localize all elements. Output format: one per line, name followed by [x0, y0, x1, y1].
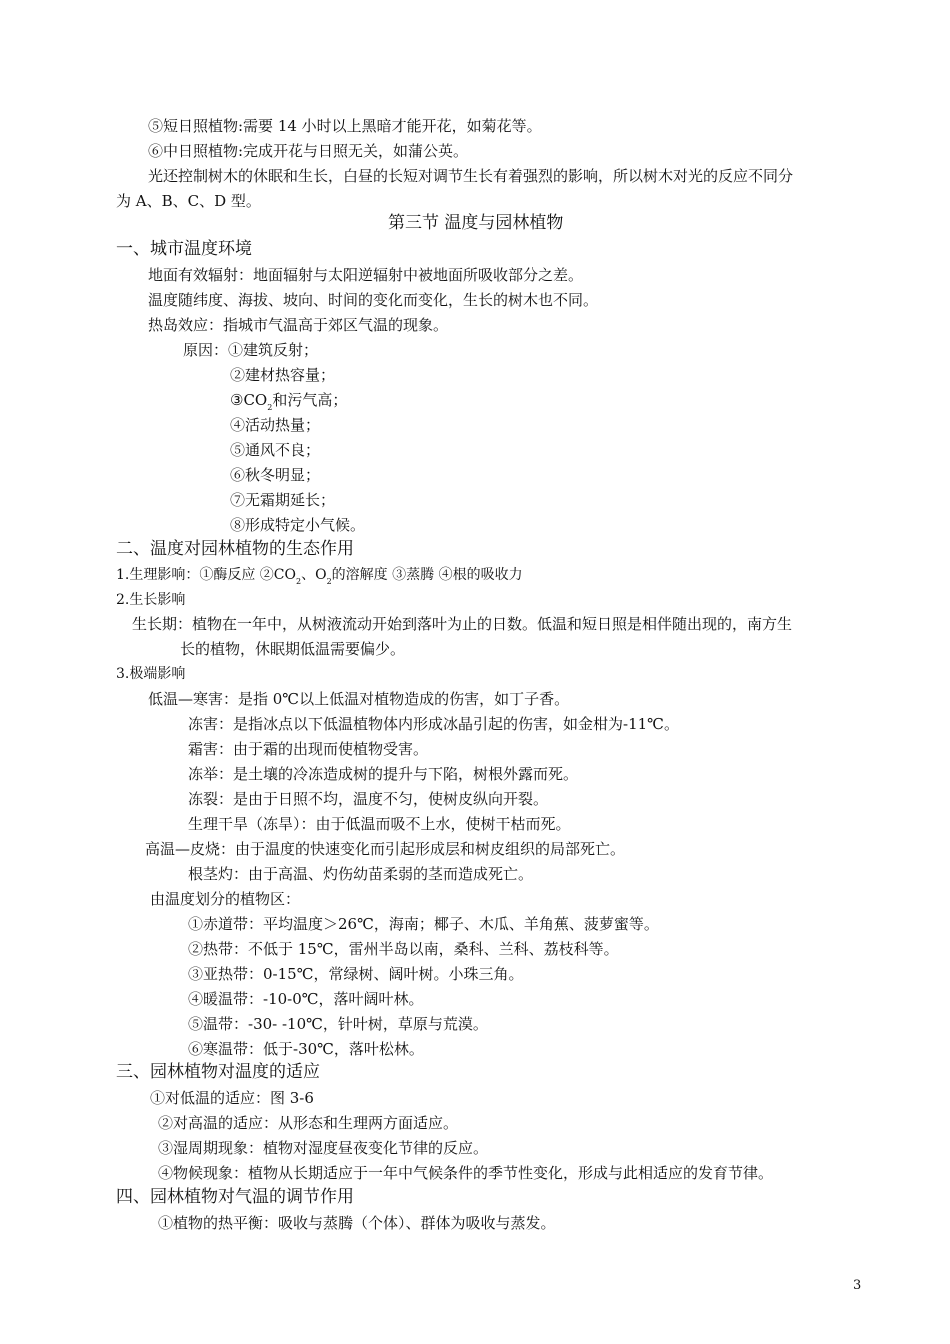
- text-line: 生长期：植物在一年中，从树液流动开始到落叶为止的日数。低温和短日照是相伴随出现的，南方生: [132, 615, 793, 633]
- text-line: 根茎灼：由于高温、灼伤幼苗柔弱的茎而造成死亡。: [188, 865, 534, 883]
- text-line: 热岛效应：指城市气温高于郊区气温的现象。: [148, 316, 449, 334]
- text-line: ④物候现象：植物从长期适应于一年中气候条件的季节性变化，形成与此相适应的发育节律。: [158, 1164, 774, 1182]
- text-line: ②建材热容量；: [230, 366, 336, 384]
- heading-1: 一、城市温度环境: [116, 239, 252, 259]
- text-line: ①对低温的适应：图 3-6: [150, 1089, 314, 1107]
- text-line: 冻裂：是由于日照不均，温度不匀，使树皮纵向开裂。: [188, 790, 549, 808]
- text-line: 生理干旱（冻旱）：由于低温而吸不上水，使树干枯而死。: [188, 815, 571, 833]
- text-line: 由温度划分的植物区：: [150, 890, 301, 908]
- text-line: 3.极端影响: [116, 666, 186, 682]
- text-line: 2.生长影响: [116, 592, 186, 608]
- text-line: 1.生理影响：①酶反应 $②CO_2$、$O_2$的溶解度 ③蒸腾 ④根的吸收力: [116, 567, 523, 586]
- text-line: ⑥寒温带：低于-30℃，落叶松林。: [188, 1040, 424, 1058]
- text-line: ⑦无霜期延长；: [230, 491, 336, 509]
- text-line: ②热带：不低于 15℃，雷州半岛以南，桑科、兰科、荔枝科等。: [188, 940, 619, 958]
- text-line: 冻举：是土壤的冷冻造成树的提升与下陷，树根外露而死。: [188, 765, 579, 783]
- text-line: 低温—寒害：是指 0℃以上低温对植物造成的伤害，如丁子香。: [148, 690, 570, 708]
- heading-3: 三、园林植物对温度的适应: [116, 1062, 320, 1082]
- page-number: 3: [853, 1278, 862, 1293]
- heading-4: 四、园林植物对气温的调节作用: [116, 1187, 354, 1207]
- text-line: ⑥中日照植物:完成开花与日照无关，如蒲公英。: [148, 142, 469, 160]
- text-line: 温度随纬度、海拔、坡向、时间的变化而变化，生长的树木也不同。: [148, 291, 599, 309]
- text-line: ④活动热量；: [230, 416, 321, 434]
- text-line: 冻害：是指冰点以下低温植物体内形成冰晶引起的伤害，如金柑为-11℃。: [188, 715, 679, 733]
- text-line: ③亚热带：0-15℃，常绿树、阔叶树。小珠三角。: [188, 965, 524, 983]
- text-line: $③CO_2$和污气高；: [230, 391, 348, 412]
- text-line: 高温—皮烧：由于温度的快速变化而引起形成层和树皮组织的局部死亡。: [145, 840, 626, 858]
- text-line: ①赤道带：平均温度＞26℃，海南；椰子、木瓜、羊角蕉、菠萝蜜等。: [188, 915, 659, 933]
- text-line: ⑤短日照植物:需要 14 小时以上黑暗才能开花，如菊花等。: [148, 117, 542, 135]
- text-line: ⑥秋冬明显；: [230, 466, 321, 484]
- section-title: 第三节 温度与园林植物: [388, 213, 564, 233]
- text-line: ⑤温带：-30- -10℃，针叶树，草原与荒漠。: [188, 1015, 488, 1033]
- text-line: 原因：①建筑反射；: [183, 341, 319, 359]
- text-line: ④暖温带：-10-0℃，落叶阔叶林。: [188, 990, 424, 1008]
- text-line: 地面有效辐射：地面辐射与太阳逆辐射中被地面所吸收部分之差。: [148, 266, 584, 284]
- text-line: 霜害：由于霜的出现而使植物受害。: [188, 740, 429, 758]
- text-line: ③湿周期现象：植物对湿度昼夜变化节律的反应。: [158, 1139, 489, 1157]
- text-line: ⑤通风不良；: [230, 441, 321, 459]
- text-line: 为 A、B、C、D 型。: [116, 192, 261, 210]
- text-line: 长的植物，休眠期低温需要偏少。: [180, 640, 406, 658]
- text-line: ②对高温的适应：从形态和生理两方面适应。: [158, 1114, 459, 1132]
- text-line: ①植物的热平衡：吸收与蒸腾（个体）、群体为吸收与蒸发。: [158, 1214, 556, 1232]
- text-line: 光还控制树木的休眠和生长，白昼的长短对调节生长有着强烈的影响，所以树木对光的反应不同分: [148, 167, 794, 185]
- heading-2: 二、温度对园林植物的生态作用: [116, 539, 354, 559]
- text-line: ⑧形成特定小气候。: [230, 516, 366, 534]
